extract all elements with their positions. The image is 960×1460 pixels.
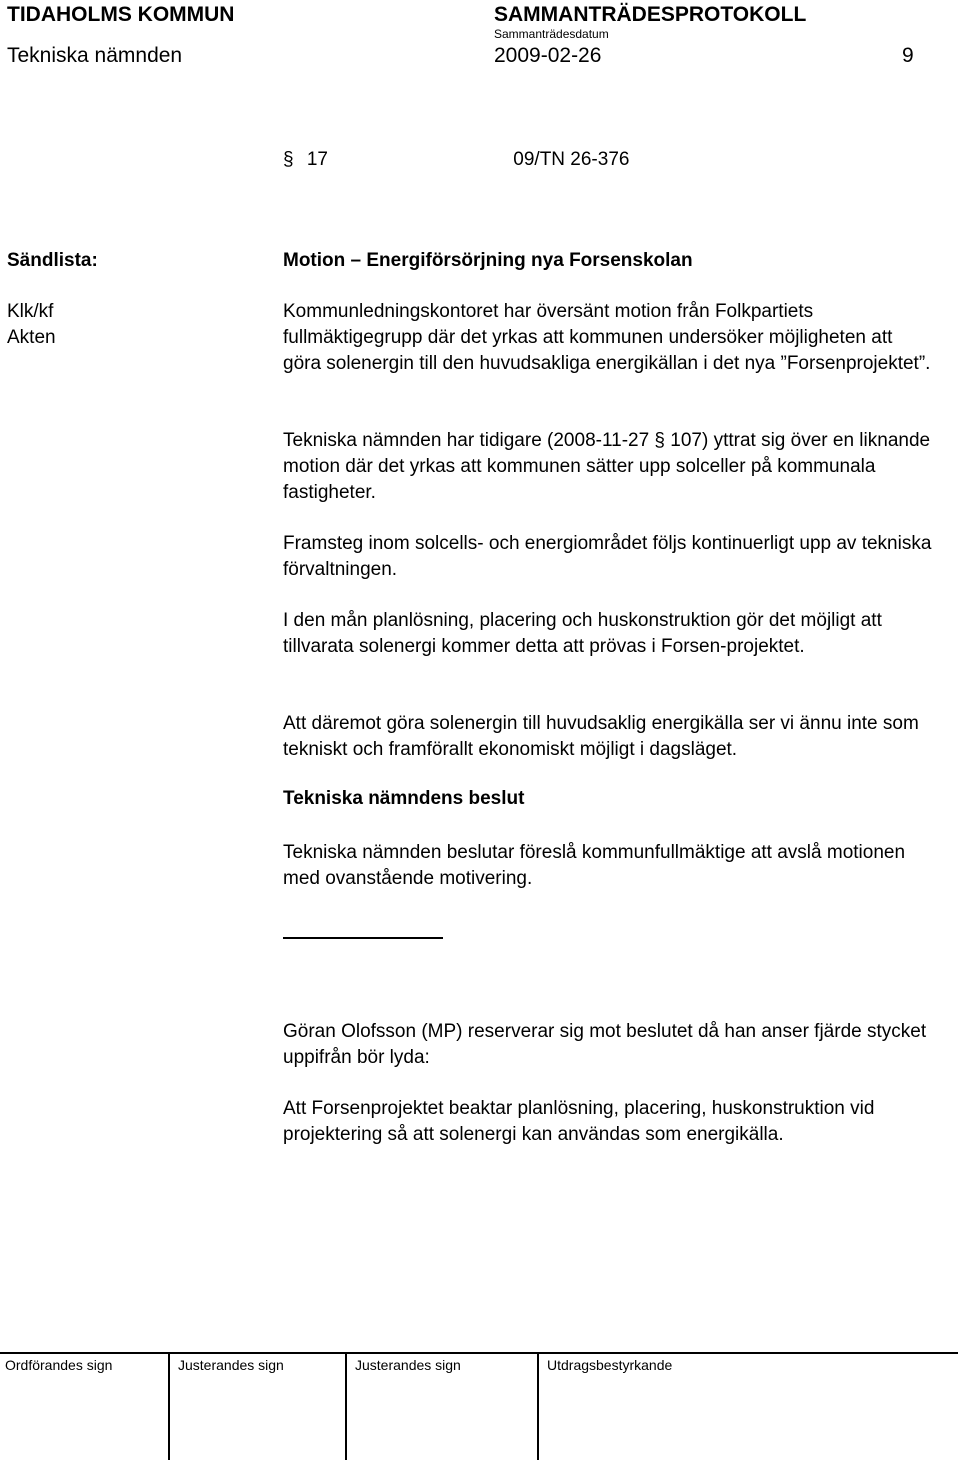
paragraph-sign: § <box>283 149 294 170</box>
signature-label: Utdragsbestyrkande <box>547 1357 673 1373</box>
reservation-text: Göran Olofsson (MP) reserverar sig mot beslutet då han anser fjärde stycket uppifrån bör lyda: <box>283 1021 927 1068</box>
distribution-recipient: Klk/kf <box>7 301 54 322</box>
protocol-title: SAMMANTRÄDESPROTOKOLL <box>494 3 807 26</box>
signature-label: Justerandes sign <box>178 1357 284 1373</box>
decision-text: Tekniska nämnden beslutar föreslå kommunfullmäktige att avslå motionen med ovanstående motivering. <box>283 842 906 889</box>
signature-divider <box>168 1352 170 1460</box>
case-number: 17 <box>306 149 328 170</box>
distribution-label: Sändlista: <box>7 250 98 271</box>
diary-number: 09/TN 26-376 <box>513 149 630 170</box>
meeting-date: 2009-02-26 <box>494 44 602 67</box>
body-paragraph: Kommunledningskontoret har översänt motion från Folkpartiets fullmäktigegrupp där det yrkas att kommunen undersöker möjligheten att göra solenergin till den huvudsakliga energikällan i det nya ”Forsenprojektet”. <box>283 301 931 374</box>
page-number: 9 <box>902 44 914 67</box>
signature-divider <box>537 1352 539 1460</box>
body-paragraph: Framsteg inom solcells- och energiområdet följs kontinuerligt upp av tekniska förvaltningen. <box>283 533 932 580</box>
municipality-name: TIDAHOLMS KOMMUN <box>7 3 235 26</box>
distribution-recipient: Akten <box>7 327 56 348</box>
separator-line <box>283 937 443 939</box>
decision-heading: Tekniska nämndens beslut <box>283 788 525 809</box>
body-paragraph: Att däremot göra solenergin till huvudsaklig energikälla ser vi ännu inte som tekniskt och framförallt ekonomiskt möjligt i dagsläget. <box>283 713 919 760</box>
footer-top-rule <box>0 1352 958 1354</box>
body-paragraph: Tekniska nämnden har tidigare (2008-11-27 § 107) yttrat sig över en liknande motion där det yrkas att kommunen sätter upp solceller på kommunala fastigheter. <box>283 430 931 503</box>
case-line <box>283 147 629 173</box>
body-paragraph: I den mån planlösning, placering och huskonstruktion gör det möjligt att tillvarata solenergi kommer detta att prövas i Forsen-projektet. <box>283 610 882 657</box>
case-title: Motion – Energiförsörjning nya Forsenskolan <box>283 250 693 271</box>
date-label: Sammanträdesdatum <box>494 27 609 41</box>
reservation-proposal: Att Forsenprojektet beaktar planlösning, placering, huskonstruktion vid projektering så att solenergi kan användas som energikälla. <box>283 1098 875 1145</box>
signature-divider <box>345 1352 347 1460</box>
signature-label: Justerandes sign <box>355 1357 461 1373</box>
signature-label: Ordförandes sign <box>5 1357 113 1373</box>
committee-name: Tekniska nämnden <box>7 44 183 67</box>
